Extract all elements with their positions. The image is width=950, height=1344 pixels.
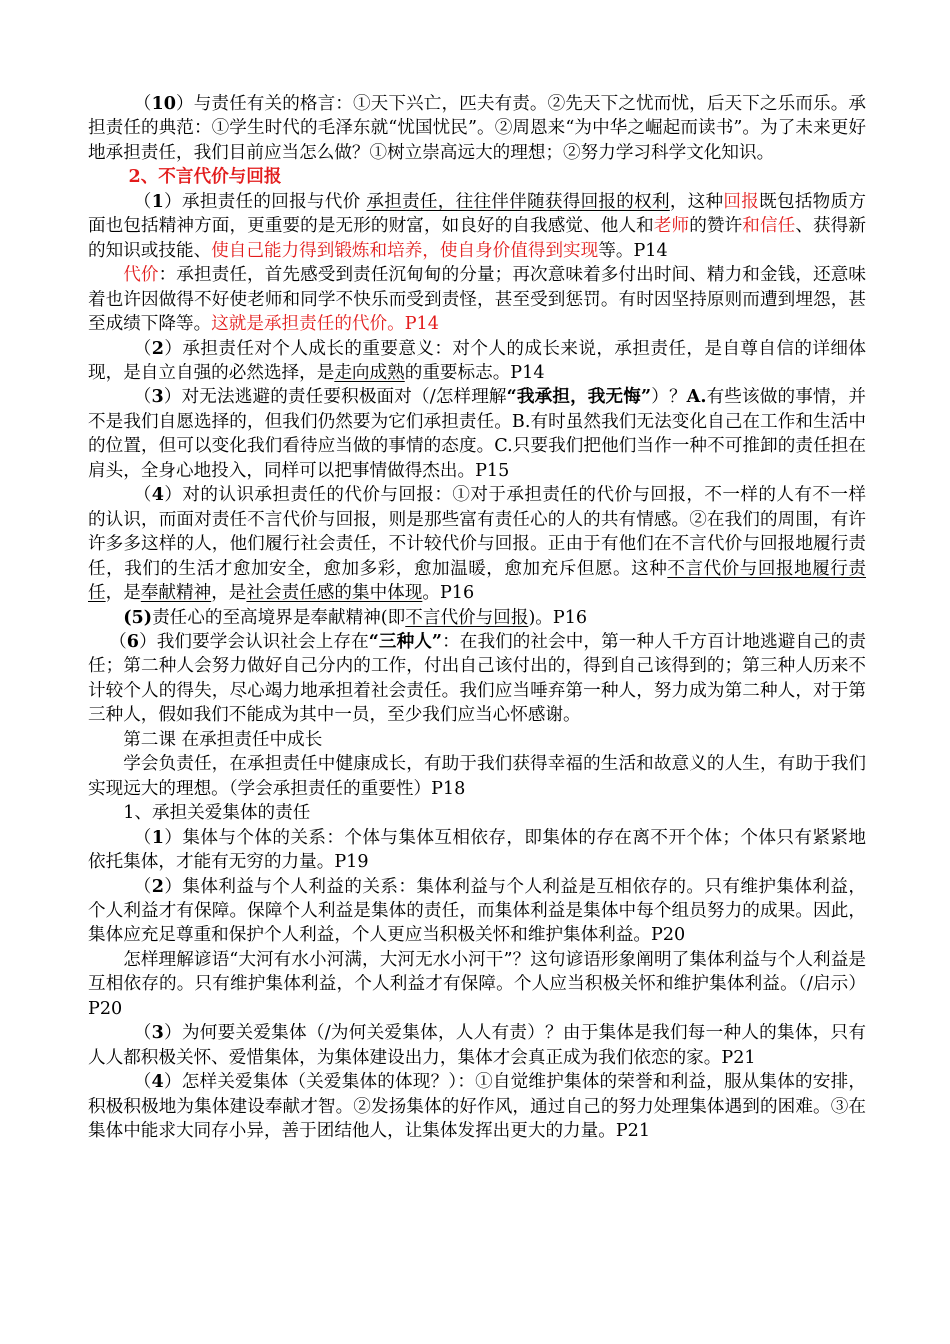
paragraph-dedication: （4）对的认识承担责任的代价与回报：①对于承担责任的代价与回报，不一样的人有不一样的认识，而面对责任不言代价与回报，则是那些富有责任心的人的共有情感。②在我们的周围，有许许多多这样的人，他们履行社会责任，不计较代价与回报。正由于有他们在不言代价与回报地履行责任，我们的生活才愈加安全，愈加多彩，愈加温暖，愈加充斥但愿。这种不言代价与回报地履行责任，是奉献精神，是社会责任感的集中体现。P16: [88, 484, 866, 604]
item-number: 3: [151, 1022, 164, 1044]
item-number: 4: [151, 1071, 164, 1093]
item-number: 10: [151, 93, 176, 114]
item-number: 1: [151, 826, 164, 848]
paragraph-reward-cost: （1）承担责任的回报与代价 承担责任，往往伴伴随获得回报的权利，这种回报既包括物质方面也包括精神方面，更重要的是无形的财富，如良好的自我感觉、他人和老师的赞许和信任、获得新的知识或技能、使自己能力得到锻炼和培养，使自身价值得到实现等。P14: [88, 190, 866, 261]
item-number: 2: [151, 875, 164, 897]
item-number: 1: [151, 190, 164, 212]
lesson-title: 第二课 在承担责任中成长: [123, 729, 323, 750]
paragraph-how-care: （4）怎样关爱集体（关爱集体的体现？）：①自觉维护集体的荣誉和利益，服从集体的安排，积极积极地为集体建设奉献才智。②发扬集体的好作风，通过自己的努力处理集体遇到的困难。③在集体中能求大同存小异，善于团结他人，让集体发挥出更大的力量。P21: [88, 1071, 866, 1142]
paragraph-three-kinds: （6）我们要学会认识社会上存在“三种人”：在我们的社会中，第一种人千方百计地逃避自己的责任；第二种人会努力做好自己分内的工作，付出自己该付出的，得到自己该得到的；第三种人历来不计较个人的得失，尽心竭力地承担着社会责任。我们应当唾弃第一种人，努力成为第二种人，对于第三种人，假如我们不能成为其中一员，至少我们应当心怀感谢。: [88, 630, 866, 726]
paragraph-proverb: 怎样理解谚语“大河有水小河满，大河无水小河干”？这句谚语形象阐明了集体利益与个人利益是互相依存的。只有维护集体利益，个人利益才有保障。个人应当积极关怀和维护集体利益。（/启示） P20: [88, 949, 866, 1019]
section-heading: 2、不言代价与回报: [128, 166, 282, 188]
paragraph-cost: 代价：承担责任，首先感受到责任沉甸甸的分量；再次意味着多付出时间、精力和金钱，还意味着也许因做得不好使老师和同学不快乐而受到责怪，甚至受到惩罚。有时因坚持原则而遭到埋怨，甚至成绩下降等。这就是承担责任的代价。P14: [88, 265, 866, 335]
paragraph-why-care: （3）为何要关爱集体（/为何关爱集体，人人有责）？由于集体是我们每一种人的集体，只有人人都积极关怀、爱惜集体，为集体建设出力，集体才会真正成为我们依恋的家。P21: [88, 1022, 866, 1068]
paragraph-importance: 学会负责任，在承担责任中健康成长，有助于我们获得幸福的生活和故意义的人生，有助于我们实现远大的理想。（学会承担责任的重要性）P18: [88, 754, 866, 799]
paragraph-highest-realm: (5)责任心的至高境界是奉献精神(即不言代价与回报)。P16: [123, 606, 588, 628]
paragraph-face-responsibility: （3）对无法逃避的责任要积极面对（/怎样理解“我承担，我无悔”）？A.有些该做的事情，并不是我们自愿选择的，但我们仍然要为它们承担责任。B.有时虽然我们无法变化自己在工作和生活中的位置，但可以变化我们看待应当做的事情的态度。C.只要我们把他们当作一种不可推卸的责任担在肩头，全身心地投入，同样可以把事情做得杰出。P15: [88, 386, 866, 481]
item-number: 3: [151, 386, 164, 408]
paragraph-growth: （2）承担责任对个人成长的重要意义：对个人的成长来说，承担责任，是自尊自信的详细体现，是自立自强的必然选择，是走向成熟的重要标志。P14: [88, 337, 866, 383]
item-number: 4: [151, 484, 164, 506]
item-number: 6: [126, 630, 140, 652]
section-title-collective: 1、承担关爱集体的责任: [123, 803, 311, 824]
document-page: [88, 92, 866, 1143]
paragraph-mottos: （10）与责任有关的格言：①天下兴亡，匹夫有责。②先天下之忧而忧，后天下之乐而乐。承担责任的典范：①学生时代的毛泽东就“忧国忧民”。②周恩来“为中华之崛起而读书”。为了未来更好地承担责任，我们目前应当怎么做？①树立崇高远大的理想；②努力学习科学文化知识。: [88, 93, 866, 163]
item-number: 2: [151, 337, 164, 359]
paragraph-collective-individual: （1）集体与个体的关系：个体与集体互相依存，即集体的存在离不开个体；个体只有紧紧地依托集体，才能有无穷的力量。P19: [88, 826, 866, 873]
paragraph-interests: （2）集体利益与个人利益的关系：集体利益与个人利益是互相依存的。只有维护集体利益，个人利益才有保障。保障个人利益是集体的责任，而集体利益是集体中每个组员努力的成果。因此，集体应充足尊重和保护个人利益，个人更应当积极关怀和维护集体利益。P20: [88, 875, 866, 946]
